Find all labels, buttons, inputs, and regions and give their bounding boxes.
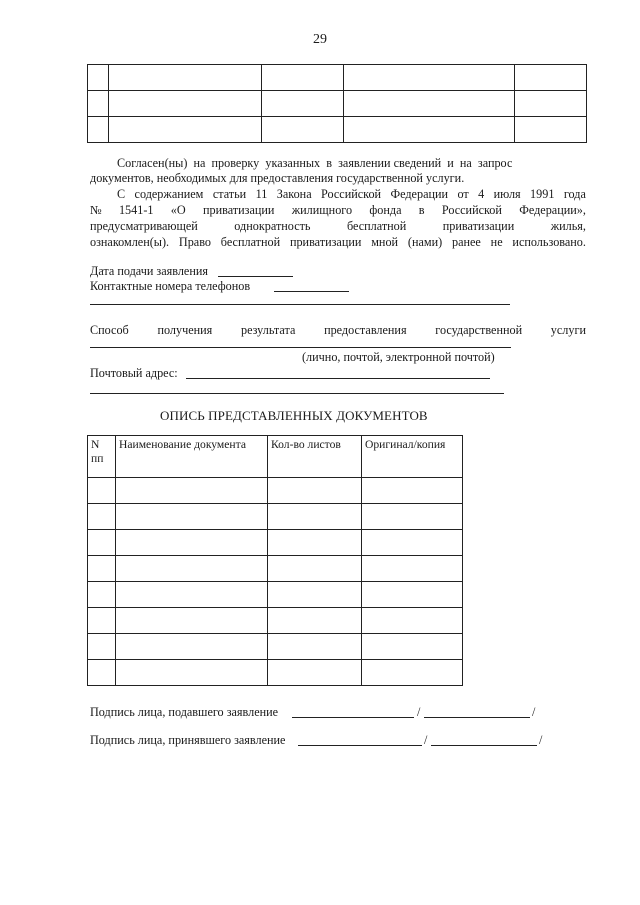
table-row <box>88 660 463 686</box>
applicant-name-field[interactable] <box>424 717 530 718</box>
method-label: Способ получения результата предоставления государственной услуги <box>90 323 586 337</box>
law-line-4: ознакомлен(ы). Право бесплатной приватизации мной (нами) ранее не использовано. <box>90 235 586 249</box>
inventory-table <box>87 435 463 686</box>
postal-label: Почтовый адрес: <box>90 366 178 380</box>
receiver-name-field[interactable] <box>431 745 537 746</box>
receiver-signature-separator: / <box>424 733 428 747</box>
col-header-original: Оригинал/копия <box>362 436 463 478</box>
consent-line-2: документов, необходимых для предоставления государственной услуги. <box>90 171 465 185</box>
table-row <box>88 504 463 530</box>
table-row <box>88 65 587 91</box>
table-row <box>88 91 587 117</box>
applicant-name-separator: / <box>532 705 536 719</box>
postal-field[interactable] <box>186 378 490 379</box>
receiver-signature-label: Подпись лица, принявшего заявление <box>90 733 286 747</box>
receiver-signature-field[interactable] <box>298 745 422 746</box>
inventory-title: ОПИСЬ ПРЕДСТАВЛЕННЫХ ДОКУМЕНТОВ <box>160 408 428 423</box>
table-row <box>88 608 463 634</box>
applicant-signature-separator: / <box>417 705 421 719</box>
method-hint: (лично, почтой, электронной почтой) <box>302 350 495 364</box>
col-header-name: Наименование документа <box>116 436 268 478</box>
date-label: Дата подачи заявления <box>90 264 208 278</box>
date-field[interactable] <box>218 276 293 277</box>
table-row <box>88 478 463 504</box>
law-line-3: предусматривающей однократность бесплатной приватизации жилья, <box>90 219 586 233</box>
top-continuation-table <box>87 64 587 143</box>
table-header-row <box>88 436 463 478</box>
phones-field[interactable] <box>274 291 349 292</box>
table-row <box>88 530 463 556</box>
phones-field-extra-line[interactable] <box>90 304 510 305</box>
phones-label: Контактные номера телефонов <box>90 279 251 293</box>
table-row <box>88 556 463 582</box>
table-row <box>88 634 463 660</box>
col-header-sheets: Кол-во листов <box>268 436 362 478</box>
consent-line-1: Согласен(ны) на проверку указанных в заявлении сведений и на запрос <box>117 156 513 170</box>
receiver-name-separator: / <box>539 733 543 747</box>
law-line-1: С содержанием статьи 11 Закона Российской Федерации от 4 июля 1991 года <box>117 187 586 201</box>
method-field[interactable] <box>90 347 511 348</box>
law-line-2: № 1541-1 «О приватизации жилищного фонда в Российской Федерации», <box>90 203 586 217</box>
postal-field-extra-line[interactable] <box>90 393 504 394</box>
applicant-signature-field[interactable] <box>292 717 414 718</box>
table-row <box>88 117 587 143</box>
table-row <box>88 582 463 608</box>
page-number: 29 <box>313 32 327 47</box>
applicant-signature-label: Подпись лица, подавшего заявление <box>90 705 279 719</box>
col-header-number: N пп <box>88 436 116 478</box>
